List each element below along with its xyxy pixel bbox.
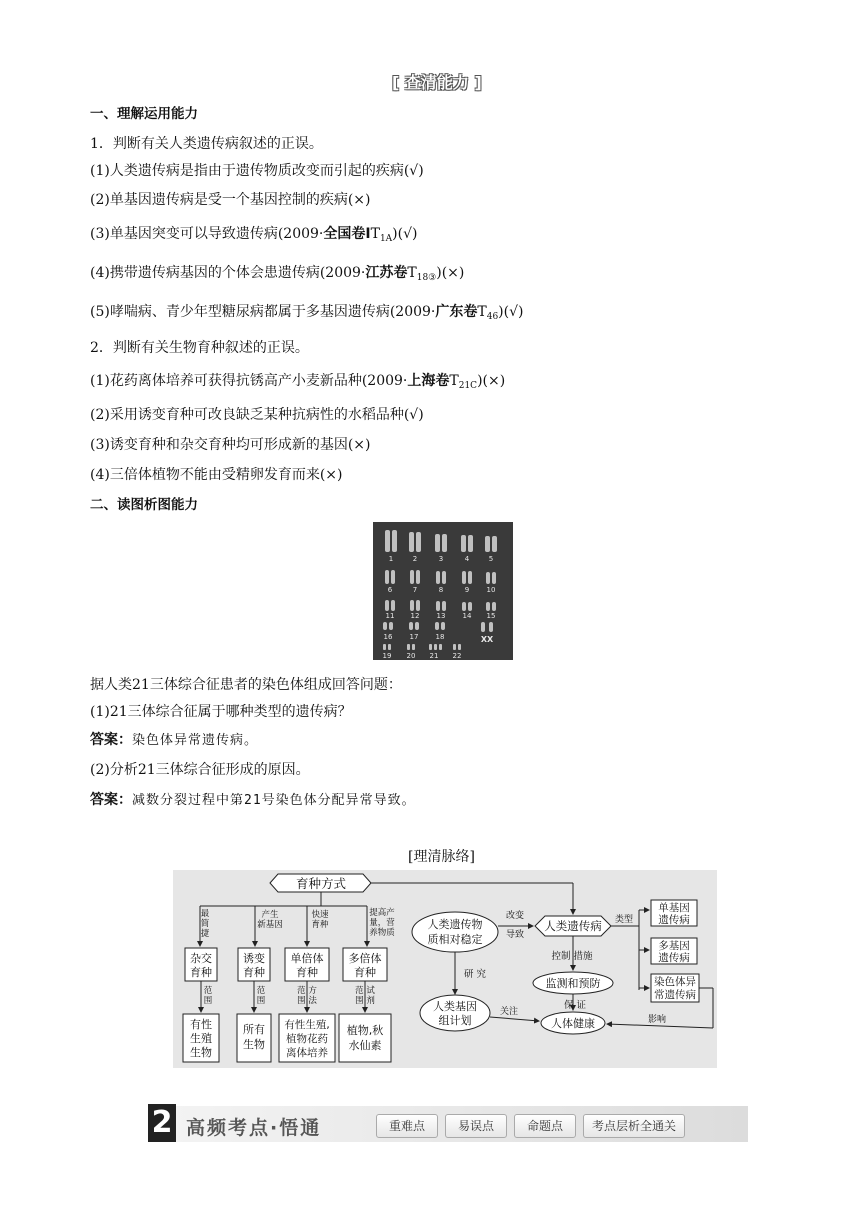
karyo-label: 7 [412, 586, 418, 594]
type-node: 遗传病 [658, 952, 690, 964]
branch-label: 提高产 [369, 908, 395, 918]
karyo-label: 11 [385, 612, 395, 620]
monitor-node: 监测和预防 [545, 977, 601, 990]
answer-text: 染色体异常遗传病。 [132, 733, 259, 748]
source-exam: 广东卷 [435, 304, 478, 320]
part2-a1 [90, 731, 258, 750]
scope-node: 生殖 [190, 1032, 212, 1045]
karyo-label: 21 [429, 652, 439, 660]
change-label: 改变 [505, 911, 525, 921]
scope-node: 水仙素 [348, 1039, 382, 1052]
method-node: 杂交 [190, 952, 212, 965]
scope-node: 所有 [243, 1023, 265, 1036]
karyo-label: 13 [436, 612, 446, 620]
karyo-label: 1 [388, 555, 394, 563]
scope-node: 有性 [190, 1018, 212, 1031]
scope-node: 生物 [243, 1038, 265, 1051]
stable-node: 质相对稳定 [427, 933, 483, 946]
influence-label: 影响 [647, 1015, 667, 1025]
q1-item-5: (5)哮喘病、青少年型糖尿病都属于多基因遗传病(2009·广东卷$T_{46})(√)$ [90, 304, 524, 322]
source-exam: 江苏卷 [365, 265, 408, 281]
scope-node: 生物 [190, 1046, 212, 1059]
root-node: 育种方式 [295, 876, 347, 891]
tab-common-errors[interactable]: 易误点 [445, 1114, 507, 1138]
tab-exam-points[interactable]: 命题点 [514, 1114, 576, 1138]
attention-label: 关注 [499, 1007, 519, 1017]
karyo-label: 6 [387, 586, 393, 594]
karyo-label: 14 [462, 612, 472, 620]
branch-label: 养物质 [369, 928, 395, 938]
method-node: 育种 [354, 966, 376, 979]
karyo-label: 9 [464, 586, 470, 594]
type-node: 单基因 [658, 902, 690, 914]
karyo-label: 20 [406, 652, 416, 660]
mind-map-title: [理清脉络] [408, 849, 475, 865]
type-node: 遗传病 [658, 914, 690, 926]
branch-label: 快速 [311, 910, 329, 920]
banner-title: 高频考点·悟通 [186, 1117, 322, 1139]
change-label: 导致 [505, 930, 525, 940]
scope-node: 植物,秋 [346, 1024, 384, 1037]
karyo-label: 12 [410, 612, 420, 620]
karyo-label: 15 [486, 612, 496, 620]
health-node: 人体健康 [551, 1017, 595, 1030]
edge-label: 范 [203, 986, 213, 996]
karyo-label: 3 [438, 555, 444, 563]
edge-label: 围 法 [297, 996, 317, 1006]
karyo-label: XX [480, 635, 494, 644]
type-label: 类型 [614, 915, 634, 925]
research-label: 研 究 [463, 969, 487, 980]
karyotype-image [373, 522, 513, 660]
genome-node: 人类基因 [433, 1000, 477, 1013]
q2-item-2: (2)采用诱变育种可改良缺乏某种抗病性的水稻品种(√) [90, 407, 424, 423]
edge-label: 围 剂 [355, 996, 375, 1006]
karyo-label: 17 [409, 633, 419, 641]
karyo-label: 16 [383, 633, 393, 641]
type-node: 染色体异 [654, 976, 696, 988]
scope-node: 植物花药 [286, 1033, 328, 1045]
scope-node: 离体培养 [286, 1047, 328, 1059]
branch-label: 量，营 [369, 918, 395, 928]
karyo-label: 2 [412, 555, 418, 563]
method-node: 育种 [190, 966, 212, 979]
mind-map-diagram [173, 870, 717, 1068]
method-node: 诱变 [243, 952, 265, 965]
karyo-label: 19 [382, 652, 392, 660]
edge-label: 范 [256, 986, 266, 996]
branch-label: 捷 [200, 929, 210, 939]
karyo-label: 5 [488, 555, 494, 563]
tab-key-points[interactable]: 重难点 [376, 1114, 438, 1138]
tab-full-analysis[interactable]: 考点层析全通关 [583, 1114, 685, 1138]
answer-text: 减数分裂过程中第21号染色体分配异常导致。 [132, 793, 416, 808]
scope-node: 有性生殖, [284, 1019, 330, 1031]
edge-label: 范 试 [355, 986, 375, 996]
banner-number-badge: 2 [148, 1104, 176, 1142]
ensure-label: 保 证 [563, 1000, 587, 1011]
q1-item-4: (4)携带遗传病基因的个体会患遗传病(2009·江苏卷$T_{18③})(\times)$ [90, 265, 465, 283]
edge-label: 围 [203, 996, 213, 1006]
part2-a2 [90, 791, 416, 810]
part2-q2: (2)分析21三体综合征形成的原因。 [90, 762, 310, 778]
q1-item-2: (2)单基因遗传病是受一个基因控制的疾病(×) [90, 192, 371, 208]
q1-stem: 1．判断有关人类遗传病叙述的正误。 [90, 136, 323, 152]
q2-item-4: (4)三倍体植物不能由受精卵发育而来(×) [90, 467, 343, 483]
source-exam: 全国卷Ⅰ [323, 226, 371, 242]
branch-label: 最 [200, 909, 210, 919]
branch-label: 简 [200, 919, 210, 929]
answer-label: 答案： [90, 792, 132, 808]
branch-label: 新基因 [257, 920, 283, 930]
disease-node: 人类遗传病 [544, 919, 602, 933]
type-node: 常遗传病 [654, 989, 696, 1001]
q2-item-1: (1)花药离体培养可获得抗锈高产小麦新品种(2009·上海卷$T_{21C})(\times)$ [90, 373, 506, 391]
section-title: [ 查清能力 ] [392, 73, 482, 92]
karyo-label: 4 [464, 555, 470, 563]
control-label: 控制 措施 [551, 951, 593, 962]
q2-stem: 2．判断有关生物育种叙述的正误。 [90, 340, 309, 356]
method-node: 育种 [296, 966, 318, 979]
stable-node: 人类遗传物 [427, 918, 483, 931]
type-node: 多基因 [658, 940, 690, 952]
part2-heading: 二、读图析图能力 [90, 497, 198, 513]
part1-heading: 一、理解运用能力 [90, 106, 198, 122]
edge-label: 围 [256, 996, 266, 1006]
genome-node: 组计划 [438, 1014, 472, 1027]
part2-intro: 据人类21三体综合征患者的染色体组成回答问题： [90, 677, 402, 693]
method-node: 育种 [243, 966, 265, 979]
karyo-label: 8 [438, 586, 444, 594]
method-node: 多倍体 [348, 952, 382, 965]
branch-label: 产生 [261, 910, 279, 920]
q1-item-3: (3)单基因突变可以导致遗传病(2009·全国卷$ⅠT_{1A})(√)$ [90, 226, 418, 244]
method-node: 单倍体 [290, 952, 324, 965]
karyo-label: 10 [486, 586, 496, 594]
source-exam: 上海卷 [407, 373, 450, 389]
karyo-label: 18 [435, 633, 445, 641]
q2-item-3: (3)诱变育种和杂交育种均可形成新的基因(×) [90, 437, 371, 453]
answer-label: 答案： [90, 732, 132, 748]
edge-label: 范 方 [297, 986, 317, 996]
branch-label: 育种 [311, 920, 329, 930]
part2-q1: (1)21三体综合征属于哪种类型的遗传病？ [90, 704, 352, 720]
karyo-label: 22 [452, 652, 462, 660]
q1-item-1: (1)人类遗传病是指由于遗传物质改变而引起的疾病(√) [90, 163, 424, 179]
